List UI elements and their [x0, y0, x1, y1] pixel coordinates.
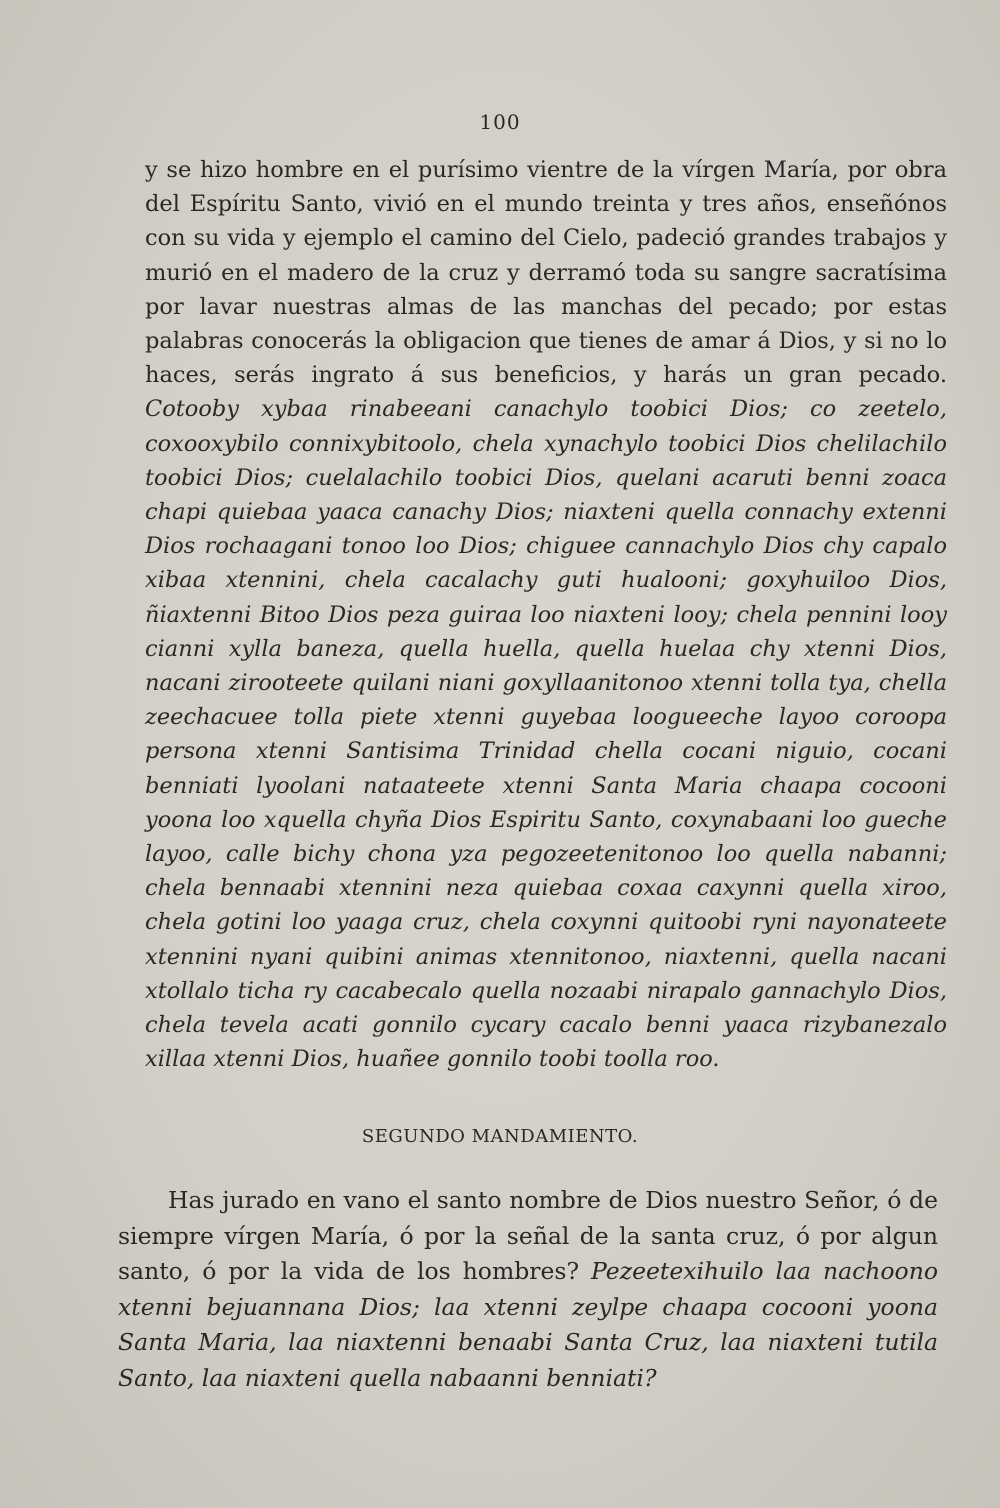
page-number: 100 — [479, 110, 521, 134]
zapotec-text: Pezeetexihuilo laa nachoono xtenni bejuannana Dios; laa xtenni zeylpe chaapa cocooni yoona Santa Maria, laa niaxtenni benaabi Santa Cruz, laa niaxteni tutila Santo, laa niaxteni quella nabaanni benniati? — [118, 1257, 938, 1392]
commandment-text-continued — [145, 153, 947, 1076]
spanish-text: Has jurado en vano el santo nombre de Dios nuestro Señor, ó de siempre vírgen María, ó por la señal de la santa cruz, ó por algun santo, ó por la vida de los hombres? — [118, 1186, 938, 1285]
zapotec-text: Cotooby xybaa rinabeeani canachylo toobici Dios; co zeetelo, coxooxybilo connixybitoolo, chela xynachylo toobici Dios chelilachilo toobici Dios; cuelalachilo toobici Dios, quelani acaruti benni zoaca chapi quiebaa yaaca canachy Dios; niaxteni quella connachy extenni Dios rochaagani tonoo loo Dios; chiguee cannachylo Dios chy capalo xibaa xtennini, chela cacalachy guti hualooni; goxyhuiloo Dios, ñiaxtenni Bitoo Dios peza guiraa loo niaxteni looy; chela pennini looy cianni xylla baneza, quella huella, quella huelaa chy xtenni Dios, nacani zirooteete quilani niani goxyllaanitonoo xtenni tolla tya, chella zeechacuee tolla piete xtenni guyebaa loogueeche layoo coroopa persona xtenni Santisima Trinidad chella cocani niguio, cocani benniati lyoolani nataateete xtenni Santa Maria chaapa cocooni yoona loo xquella chyña Dios Espiritu Santo, coxynabaani loo gueche layoo, calle bichy chona yza pegozeetenitonoo loo quella nabanni; chela bennaabi xtennini neza quiebaa coxaa caxynni quella xiroo, chela gotini loo yaaga cruz, chela coxynni quitoobi ryni nayonateete xtennini nyani quibini animas xtennitonoo, niaxtenni, quella nacani xtollalo ticha ry cacabecalo quella nozaabi nirapalo gannachylo Dios, chela tevela acati gonnilo cycary cacalo benni yaaca rizybanezalo xillaa xtenni Dios, huañee gonnilo toobi toolla roo. — [145, 396, 947, 1073]
paragraph — [118, 1183, 938, 1396]
spanish-text: y se hizo hombre en el purísimo vientre de la vírgen María, por obra del Espíritu Santo, vivió en el mundo treinta y tres años, enseñónos con su vida y ejemplo el camino del Cielo, padeció grandes trabajos y murió en el madero de la cruz y derramó toda su sangre sacratísima por lavar nuestras almas de las manchas del pecado; por estas palabras conocerás la obligacion que tienes de amar á Dios, y si no lo haces, serás ingrato á sus beneficios, y harás un gran pecado. — [145, 157, 947, 389]
second-commandment-text — [118, 1183, 938, 1396]
section-heading: SEGUNDO MANDAMIENTO. — [361, 1126, 639, 1147]
paragraph — [145, 153, 947, 1076]
